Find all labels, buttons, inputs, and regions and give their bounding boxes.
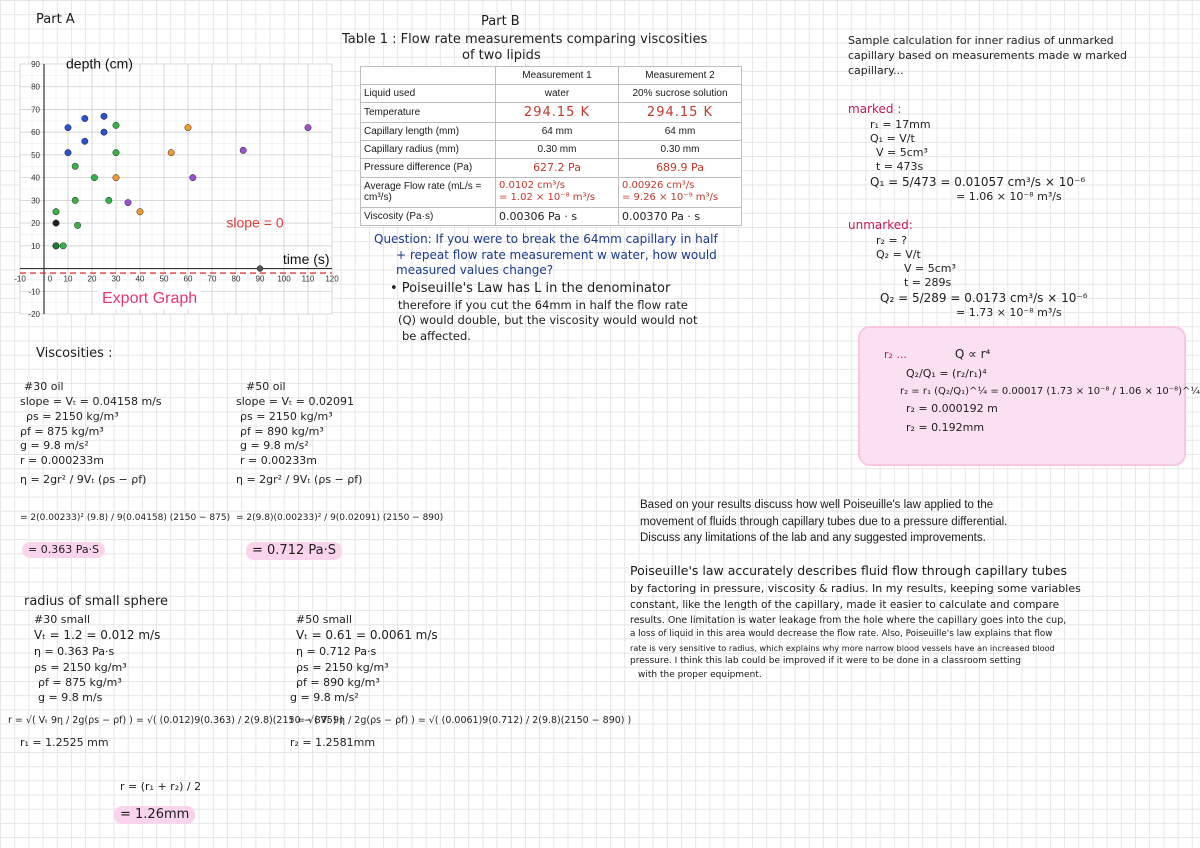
table-cell: 20% sucrose solution bbox=[619, 85, 742, 103]
data-point bbox=[137, 209, 143, 215]
table-cell: 689.9 Pa bbox=[619, 159, 742, 178]
y-tick-label: 40 bbox=[31, 173, 40, 183]
x-tick-label: 60 bbox=[183, 274, 193, 284]
x-tick-label: 30 bbox=[111, 274, 121, 284]
table-cell: Temperature bbox=[361, 103, 496, 123]
viscosities-title: Viscosities : bbox=[36, 346, 113, 361]
data-point bbox=[65, 149, 71, 155]
sample-calc-title: Sample calculation for inner radius of unmarked capillary based on measurements made w marked capillary... bbox=[848, 34, 1127, 77]
table-cell: Liquid used bbox=[361, 85, 496, 103]
y-axis-label: depth (cm) bbox=[66, 55, 133, 72]
sample-marked: marked : r₁ = 17mm Q₁ = V/t V = 5cm³ t = 473s Q₁ = 5/473 = 0.01057 cm³/s × 10⁻⁶ = 1.06 × 10⁻⁸ m³/s bbox=[848, 102, 1086, 204]
x-tick-label: 110 bbox=[301, 274, 315, 284]
y-tick-label: 20 bbox=[31, 219, 40, 229]
x-tick-label: 80 bbox=[231, 274, 241, 284]
table-cell: Capillary length (mm) bbox=[361, 123, 496, 141]
x-tick-label: 20 bbox=[87, 274, 97, 284]
table-cell: 0.30 mm bbox=[496, 141, 619, 159]
data-point bbox=[72, 163, 78, 169]
data-point bbox=[305, 124, 311, 130]
avg-radius-result: = 1.26mm bbox=[114, 806, 195, 824]
avg-radius: r = (r₁ + r₂) / 2 bbox=[120, 780, 202, 793]
slope-label: slope = 0 bbox=[226, 214, 284, 231]
part-a-title: Part A bbox=[36, 12, 75, 27]
y-tick-label: 60 bbox=[31, 128, 40, 138]
sample-unmarked: unmarked: r₂ = ? Q₂ = V/t V = 5cm³ t = 289s Q₂ = 5/289 = 0.0173 cm³/s × 10⁻⁶ = 1.73 × 10⁻⁸ m³/s bbox=[848, 218, 1088, 320]
data-point bbox=[53, 220, 59, 226]
oil30-result: = 0.363 Pa·S bbox=[22, 542, 105, 558]
data-point bbox=[257, 266, 263, 272]
table-cell: 0.00926 cm³/s = 9.26 × 10⁻⁹ m³/s bbox=[619, 177, 742, 207]
oil50-result: = 0.712 Pa·S bbox=[246, 542, 342, 560]
table-row bbox=[361, 177, 742, 207]
y-tick-label: 80 bbox=[31, 82, 40, 92]
table-cell: 0.0102 cm³/s = 1.02 × 10⁻⁸ m³/s bbox=[496, 177, 619, 207]
data-point bbox=[53, 243, 59, 249]
small50-calc: #50 small Vₜ = 0.61 = 0.0061 m/s η = 0.712 Pa·s ρs = 2150 kg/m³ ρf = 890 kg/m³ g = 9.8 m/s² r = √( Vₜ 9η / 2g(ρs − ρf) ) = √( (0.0061)9(0.712) / 2(9.8)(2150 − 890) ) r₂ = 1.2581mm bbox=[290, 613, 632, 750]
y-tick-label: -20 bbox=[28, 310, 40, 319]
y-tick-label: 70 bbox=[31, 105, 40, 115]
data-point bbox=[113, 174, 119, 180]
table-row bbox=[361, 123, 742, 141]
table-cell: 0.00370 Pa · s bbox=[619, 207, 742, 225]
table-cell: Pressure difference (Pa) bbox=[361, 159, 496, 178]
table-cell: 0.00306 Pa · s bbox=[496, 207, 619, 225]
table-cell: 294.15 K bbox=[619, 103, 742, 123]
data-point bbox=[74, 222, 80, 228]
table-row bbox=[361, 141, 742, 159]
data-point bbox=[190, 174, 196, 180]
x-tick-label: 10 bbox=[63, 274, 73, 284]
table-row bbox=[361, 103, 742, 123]
table-cell: 627.2 Pa bbox=[496, 159, 619, 178]
table-cell: Capillary radius (mm) bbox=[361, 141, 496, 159]
table-cell: 64 mm bbox=[496, 123, 619, 141]
y-tick-label: -10 bbox=[28, 287, 40, 297]
data-point bbox=[168, 149, 174, 155]
table-cell: 0.30 mm bbox=[619, 141, 742, 159]
data-point bbox=[82, 115, 88, 121]
data-point bbox=[113, 122, 119, 128]
x-tick-label: 120 bbox=[325, 274, 339, 284]
data-point bbox=[72, 197, 78, 203]
data-point bbox=[101, 113, 107, 119]
x-axis-label: time (s) bbox=[282, 251, 330, 267]
question-block: Question: If you were to break the 64mm capillary in half + repeat flow rate measurement w water, how would measured values change? bbox=[374, 232, 718, 278]
table-header-cell: Measurement 2 bbox=[619, 67, 742, 85]
table-cell: Viscosity (Pa·s) bbox=[361, 207, 496, 225]
y-tick-label: 50 bbox=[31, 150, 40, 160]
question-answer: • Poiseuille's Law has L in the denominator therefore if you cut the 64mm in half the flow rate (Q) would double, but the viscosity would would not be affected. bbox=[390, 281, 698, 343]
x-tick-label: 100 bbox=[277, 274, 291, 284]
y-tick-label: 30 bbox=[31, 196, 40, 206]
x-tick-label: -10 bbox=[14, 274, 26, 284]
data-point bbox=[53, 209, 59, 215]
data-point bbox=[65, 124, 71, 130]
table-cell: 294.15 K bbox=[496, 103, 619, 123]
depth-time-chart bbox=[0, 44, 345, 324]
part-b-title: Part B bbox=[481, 14, 520, 29]
viscosity-table bbox=[360, 66, 742, 226]
discussion-answer: Poiseuille's law accurately describes fluid flow through capillary tubes by factoring in pressure, viscosity & radius. In my results, keeping some variables constant, like the length of the capillary, made it easier to calculate and compare results. One limitation is water leakage from the hole where the capillary goes into the cup, a loss of liquid in this area would decrease the flow rate. Also, Poiseuille's law explains that flow rate is very sensitive to radius, which explains why more narrow blood vessels have an increased blood pressure. I think this lab could be improved if it were to be done in a classroom setting with the proper equipment. bbox=[630, 563, 1081, 680]
export-graph-button[interactable]: Export Graph bbox=[98, 288, 201, 310]
y-tick-label: 90 bbox=[31, 60, 40, 69]
oil30-calc: #30 oil slope = Vₜ = 0.04158 m/s ρs = 2150 kg/m³ ρf = 875 kg/m³ g = 9.8 m/s² r = 0.000233m η = 2gr² / 9Vₜ (ρs − ρf) = 2(0.00233)² (9.8) / 9(0.04158) (2150 − 875) bbox=[20, 380, 231, 523]
x-tick-label: 70 bbox=[207, 274, 217, 284]
x-tick-label: 90 bbox=[255, 274, 265, 284]
data-point bbox=[240, 147, 246, 153]
table-cell: water bbox=[496, 85, 619, 103]
table-header-cell: Measurement 1 bbox=[496, 67, 619, 85]
x-tick-label: 0 bbox=[47, 274, 53, 284]
table-caption: Table 1 : Flow rate measurements comparing viscosities of two lipids bbox=[342, 32, 708, 64]
oil50-calc: #50 oil slope = Vₜ = 0.02091 ρs = 2150 kg/m³ ρf = 890 kg/m³ g = 9.8 m/s² r = 0.00233m η = 2gr² / 9Vₜ (ρs − ρf) = 2(9.8)(0.00233)² / 9(0.02091) (2150 − 890) bbox=[236, 380, 444, 523]
small30-calc: #30 small Vₜ = 1.2 = 0.012 m/s η = 0.363 Pa·s ρs = 2150 kg/m³ ρf = 875 kg/m³ g = 9.8 m/s r = √( Vₜ 9η / 2g(ρs − ρf) ) = √( (0.012)9(0.363) / 2(9.8)(2150 − 875) ) r₁ = 1.2525 mm bbox=[8, 613, 344, 750]
table-header-cell bbox=[361, 67, 496, 85]
x-tick-label: 50 bbox=[159, 274, 169, 284]
table-row bbox=[361, 159, 742, 178]
table-header-row bbox=[361, 67, 742, 85]
data-point bbox=[101, 129, 107, 135]
data-point bbox=[60, 243, 66, 249]
data-point bbox=[113, 149, 119, 155]
small-sphere-title: radius of small sphere bbox=[24, 594, 169, 609]
table-cell: 64 mm bbox=[619, 123, 742, 141]
table-cell: Average Flow rate (mL/s = cm³/s) bbox=[361, 177, 496, 207]
radius-derivation: r₂ ... Q ∝ r⁴ Q₂/Q₁ = (r₂/r₁)⁴ r₂ = r₁ (Q₂/Q₁)^¼ = 0.00017 (1.73 × 10⁻⁸ / 1.06 × 10⁻⁸)^¼ r₂ = 0.000192 m r₂ = 0.192mm bbox=[884, 347, 1200, 435]
table-row bbox=[361, 207, 742, 225]
data-point bbox=[185, 124, 191, 130]
table-row bbox=[361, 85, 742, 103]
data-point bbox=[125, 199, 131, 205]
data-point bbox=[91, 174, 97, 180]
data-point bbox=[106, 197, 112, 203]
data-point bbox=[82, 138, 88, 144]
discussion-prompt: Based on your results discuss how well Poiseuille's law applied to the movement of fluids through capillary tubes due to a pressure differential. Discuss any limitations of the lab and any suggested improvements. bbox=[640, 499, 1008, 545]
y-tick-label: 10 bbox=[31, 241, 40, 251]
x-tick-label: 40 bbox=[135, 274, 145, 284]
